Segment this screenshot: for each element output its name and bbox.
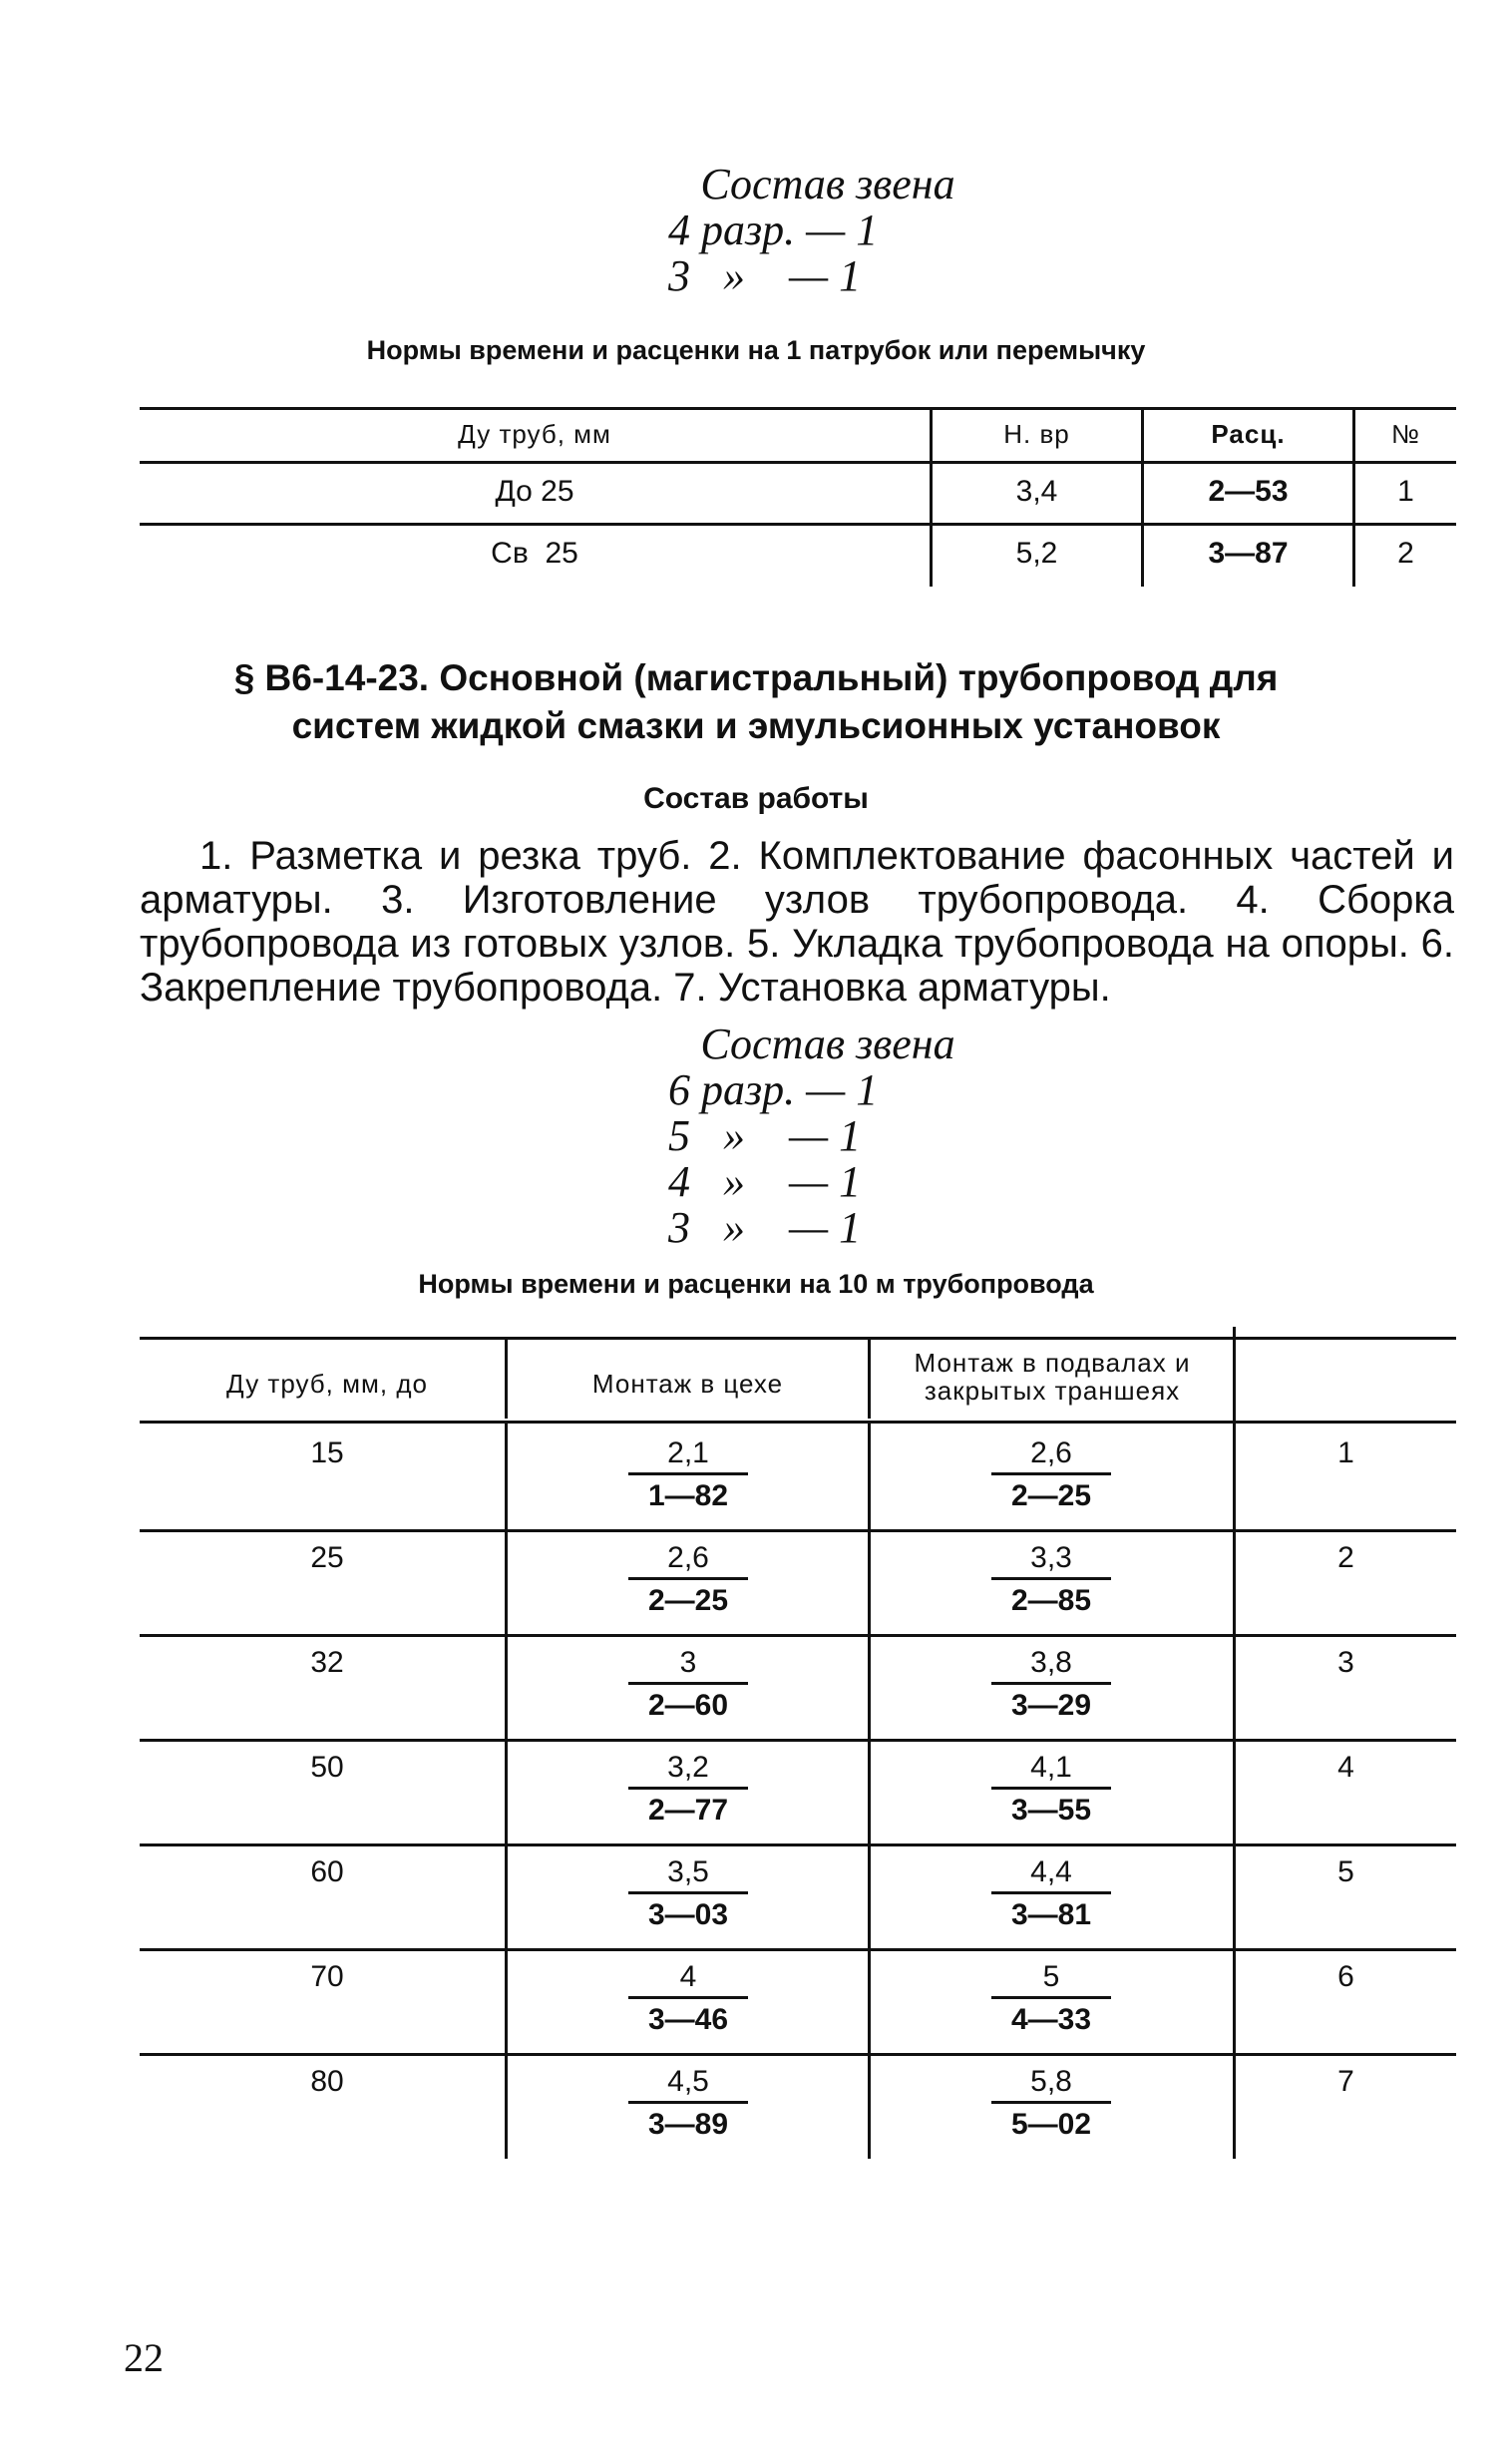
norm-value: 3 bbox=[628, 1646, 748, 1685]
table2-cell-no: 2 bbox=[1337, 1541, 1354, 1574]
table2-cell-no: 5 bbox=[1337, 1855, 1354, 1888]
table1-cell: 2—53 bbox=[1208, 475, 1289, 508]
table1-header-du: Ду труб, мм bbox=[458, 419, 611, 449]
norm-value: 3,5 bbox=[628, 1855, 748, 1894]
table2-cell-du: 60 bbox=[310, 1855, 344, 1888]
page-number: 22 bbox=[124, 2335, 164, 2380]
crew-title: Состав звена bbox=[700, 160, 955, 208]
section-title bbox=[0, 654, 1512, 750]
table2-cell-du: 32 bbox=[310, 1646, 344, 1679]
table2-cell-basement bbox=[991, 1960, 1111, 2037]
norm-value: 5 bbox=[991, 1960, 1111, 1999]
norm-value: 4,1 bbox=[991, 1751, 1111, 1790]
table2-header-du: Ду труб, мм, до bbox=[226, 1369, 428, 1399]
table1-header-norm: Н. вр bbox=[1003, 419, 1070, 449]
table2-cell-basement bbox=[991, 1646, 1111, 1723]
table2-cell-no: 7 bbox=[1337, 2065, 1354, 2098]
table2-cell-no: 4 bbox=[1337, 1751, 1354, 1784]
rate-value: 5—02 bbox=[1010, 2108, 1092, 2141]
crew-line: 5 » — 1 bbox=[668, 1111, 862, 1160]
crew-line: 6 разр. — 1 bbox=[668, 1065, 879, 1114]
rate-value: 3—46 bbox=[647, 2003, 729, 2036]
table1-cell: 2 bbox=[1397, 537, 1414, 570]
rate-value: 3—89 bbox=[647, 2108, 729, 2141]
table2-caption: Нормы времени и расценки на 10 м трубопровода bbox=[418, 1269, 1094, 1299]
rate-value: 2—60 bbox=[647, 1689, 729, 1722]
table2-cell-shop bbox=[628, 1751, 748, 1828]
rate-value: 1—82 bbox=[647, 1479, 729, 1512]
table2-cell-shop bbox=[628, 2065, 748, 2142]
table1-cell: 1 bbox=[1397, 475, 1414, 508]
crew-composition-1 bbox=[668, 162, 987, 299]
crew-composition-2 bbox=[668, 1022, 987, 1251]
table2-cell-du: 50 bbox=[310, 1751, 344, 1784]
table2-cell-basement bbox=[991, 2065, 1111, 2142]
crew-title: Состав звена bbox=[700, 1020, 955, 1068]
table2-cell-basement bbox=[991, 1541, 1111, 1618]
table1-caption: Нормы времени и расценки на 1 патрубок или перемычку bbox=[366, 335, 1146, 365]
norm-value: 3,2 bbox=[628, 1751, 748, 1790]
rate-value: 3—81 bbox=[1010, 1898, 1092, 1931]
table2-cell-du: 15 bbox=[310, 1436, 344, 1469]
table2-cell-du: 70 bbox=[310, 1960, 344, 1993]
table2-cell-shop bbox=[628, 1855, 748, 1932]
table2-cell-du: 25 bbox=[310, 1541, 344, 1574]
table2-header-basement: Монтаж в подвалах и закрытых траншеях bbox=[914, 1348, 1191, 1406]
rate-value: 2—77 bbox=[647, 1794, 729, 1827]
norm-value: 5,8 bbox=[991, 2065, 1111, 2104]
crew-line: 4 разр. — 1 bbox=[668, 205, 879, 254]
table2-cell-basement bbox=[991, 1751, 1111, 1828]
rate-value: 2—85 bbox=[1010, 1584, 1092, 1617]
norm-value: 4,5 bbox=[628, 2065, 748, 2104]
norm-value: 4 bbox=[628, 1960, 748, 1999]
table2-cell-shop bbox=[628, 1646, 748, 1723]
crew-line: 3 » — 1 bbox=[668, 1203, 862, 1252]
norm-value: 3,8 bbox=[991, 1646, 1111, 1685]
work-description: 1. Разметка и резка труб. 2. Комплектование фасонных частей и арматуры. 3. Изготовление узлов трубопровода. 4. Сборка трубопровода из готовых узлов. 5. Укладка трубопровода на опоры. 6. Закрепление трубопровода. 7. Установка арматуры. bbox=[140, 834, 1454, 1010]
norm-value: 2,6 bbox=[628, 1541, 748, 1580]
table2-cell-no: 3 bbox=[1337, 1646, 1354, 1679]
rate-value: 2—25 bbox=[1010, 1479, 1092, 1512]
rate-value: 3—29 bbox=[1010, 1689, 1092, 1722]
crew-line: 3 » — 1 bbox=[668, 251, 862, 300]
norm-value: 2,1 bbox=[628, 1436, 748, 1475]
table2-cell-no: 6 bbox=[1337, 1960, 1354, 1993]
table1-cell: Св 25 bbox=[491, 537, 578, 570]
table1-cell: До 25 bbox=[495, 475, 574, 508]
table1-cell: 3,4 bbox=[1015, 475, 1058, 508]
rate-value: 3—55 bbox=[1010, 1794, 1092, 1827]
table2-cell-shop bbox=[628, 1960, 748, 2037]
table1-header-rate: Расц. bbox=[1211, 419, 1286, 449]
rate-value: 3—03 bbox=[647, 1898, 729, 1931]
table2-cell-du: 80 bbox=[310, 2065, 344, 2098]
table2-header-shop: Монтаж в цехе bbox=[591, 1369, 784, 1399]
rate-value: 4—33 bbox=[1010, 2003, 1092, 2036]
table1-cell: 3—87 bbox=[1208, 537, 1289, 570]
norm-value: 3,3 bbox=[991, 1541, 1111, 1580]
work-heading: Состав работы bbox=[643, 782, 869, 815]
table1-cell: 5,2 bbox=[1015, 537, 1058, 570]
section-title-line1: § В6-14-23. Основной (магистральный) трубопровод для bbox=[233, 657, 1279, 698]
section-title-line2: систем жидкой смазки и эмульсионных установок bbox=[291, 705, 1221, 746]
table2-cell-no: 1 bbox=[1337, 1436, 1354, 1469]
rate-value: 2—25 bbox=[647, 1584, 729, 1617]
table2-cell-basement bbox=[991, 1855, 1111, 1932]
table2-cell-shop bbox=[628, 1436, 748, 1513]
norm-value: 4,4 bbox=[991, 1855, 1111, 1894]
crew-line: 4 » — 1 bbox=[668, 1157, 862, 1206]
table2-cell-basement bbox=[991, 1436, 1111, 1513]
norm-value: 2,6 bbox=[991, 1436, 1111, 1475]
table2-cell-shop bbox=[628, 1541, 748, 1618]
table1-header-no: № bbox=[1391, 419, 1420, 449]
